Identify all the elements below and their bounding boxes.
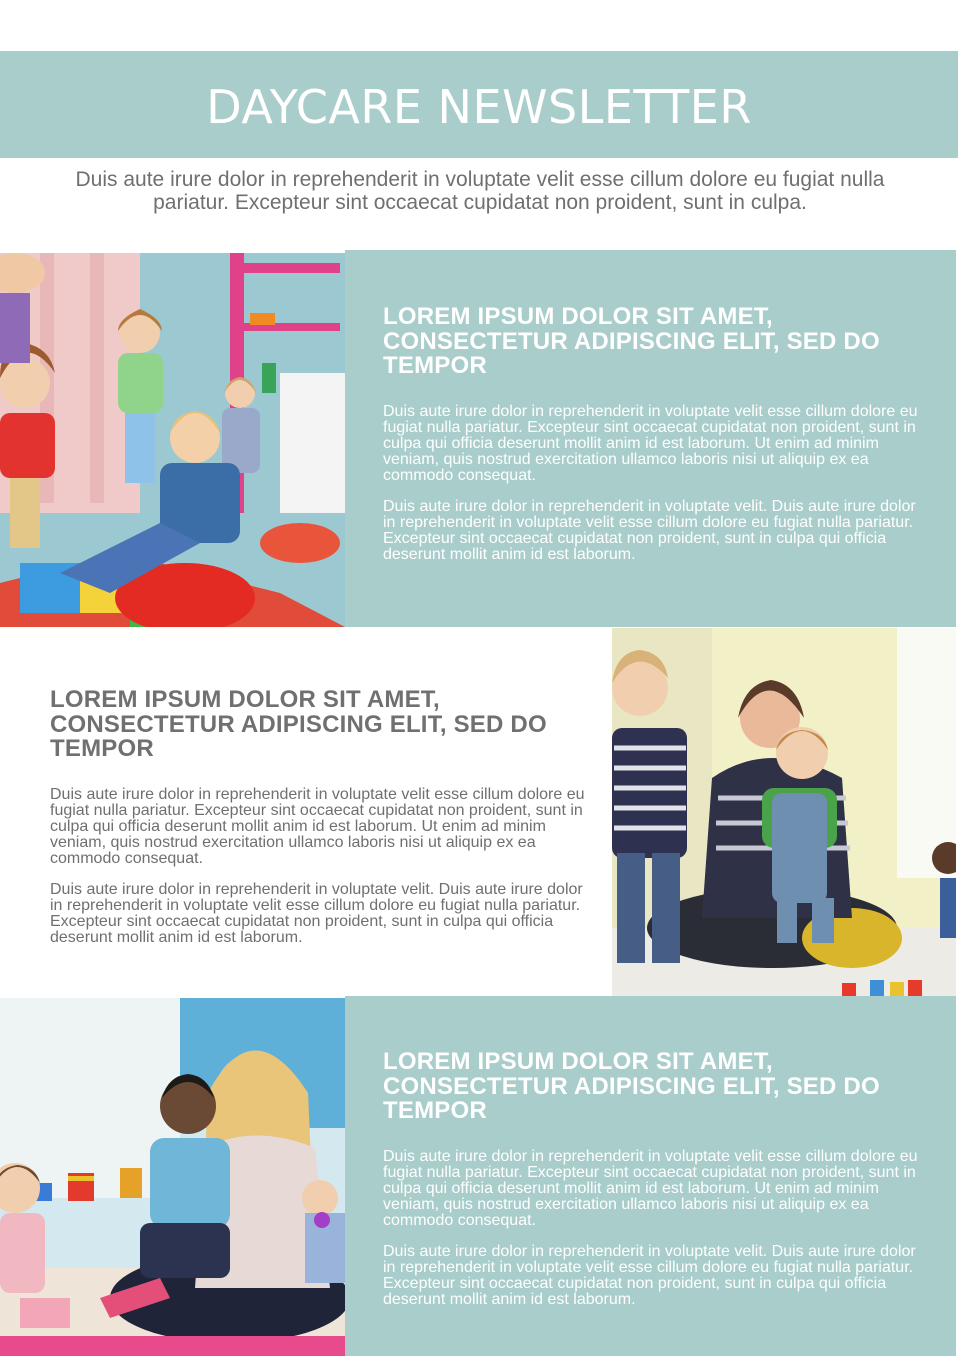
section-1-paragraph-1: Duis aute irure dolor in reprehenderit in voluptate velit esse cillum dolore eu fugiat nulla pariatur. Excepteur sint occaecat cupidatat non proident, sunt in culpa qui officia deserunt mollit anim id est laborum. Ut enim ad minim veniam, quis nostrud exercitation ullamco laboris nisi ut aliquip ex ea commodo consequat. — [383, 402, 918, 484]
section-3-paragraph-2: Duis aute irure dolor in reprehenderit in voluptate velit. Duis aute irure dolor in reprehenderit in voluptate velit esse cillum dolore eu fugiat nulla pariatur. Excepteur sint occaecat cupidatat non proident, sunt in culpa qui officia deserunt mollit anim id est laborum. — [383, 1242, 916, 1308]
intro-text: Duis aute irure dolor in reprehenderit in voluptate velit esse cillum dolore eu fugiat nulla pariatur. Excepteur sint occaecat cupidatat non proident, sunt in culpa. — [75, 168, 885, 214]
photo-teacher-hugging-child — [0, 998, 345, 1356]
section-2-heading: LOREM IPSUM DOLOR SIT AMET, CONSECTETUR ADIPISCING ELIT, SED DO TEMPOR — [50, 686, 547, 762]
photo-kids-playroom — [0, 253, 345, 627]
page-title: DAYCARE NEWSLETTER — [206, 80, 752, 134]
section-3-heading: LOREM IPSUM DOLOR SIT AMET, CONSECTETUR ADIPISCING ELIT, SED DO TEMPOR — [383, 1048, 880, 1124]
section-2-text — [50, 688, 590, 961]
section-1-text — [383, 305, 928, 578]
section-1-paragraph-2: Duis aute irure dolor in reprehenderit in voluptate velit. Duis aute irure dolor in reprehenderit in voluptate velit esse cillum dolore eu fugiat nulla pariatur. Excepteur sint occaecat cupidatat non proident, sunt in culpa qui officia deserunt mollit anim id est laborum. — [383, 497, 916, 563]
title-banner — [0, 51, 958, 158]
section-2-paragraph-1: Duis aute irure dolor in reprehenderit in voluptate velit esse cillum dolore eu fugiat nulla pariatur. Excepteur sint occaecat cupidatat non proident, sunt in culpa qui officia deserunt mollit anim id est laborum. Ut enim ad minim veniam, quis nostrud exercitation ullamco laboris nisi ut aliquip ex ea commodo consequat. — [50, 785, 585, 867]
section-2-paragraph-2: Duis aute irure dolor in reprehenderit in voluptate velit. Duis aute irure dolor in reprehenderit in voluptate velit esse cillum dolore eu fugiat nulla pariatur. Excepteur sint occaecat cupidatat non proident, sunt in culpa qui officia deserunt mollit anim id est laborum. — [50, 880, 583, 946]
section-3-text — [383, 1050, 928, 1323]
photo-teacher-with-toddlers — [612, 628, 956, 996]
section-1-heading: LOREM IPSUM DOLOR SIT AMET, CONSECTETUR ADIPISCING ELIT, SED DO TEMPOR — [383, 303, 880, 379]
section-3-paragraph-1: Duis aute irure dolor in reprehenderit in voluptate velit esse cillum dolore eu fugiat nulla pariatur. Excepteur sint occaecat cupidatat non proident, sunt in culpa qui officia deserunt mollit anim id est laborum. Ut enim ad minim veniam, quis nostrud exercitation ullamco laboris nisi ut aliquip ex ea commodo consequat. — [383, 1147, 918, 1229]
